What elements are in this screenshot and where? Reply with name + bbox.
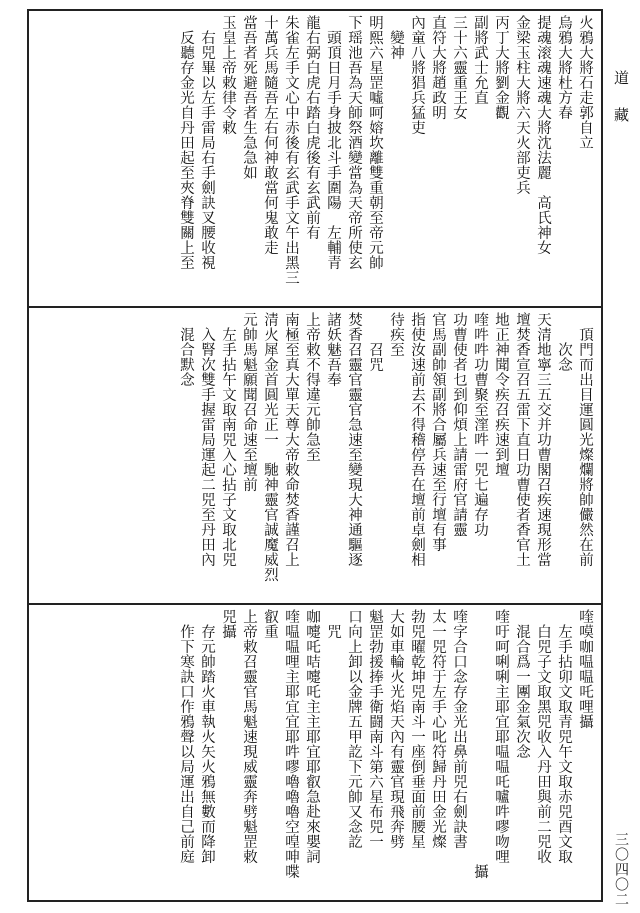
text-column: 當吾者死避吾者生急急如: [241, 15, 257, 180]
book-title: 道藏: [612, 70, 630, 144]
text-column: 咒: [325, 609, 341, 639]
text-column: 右兕畢以左手雷局右手劍訣叉腰收視: [199, 15, 215, 270]
text-band-middle: [29, 308, 601, 605]
text-column: 待疾至: [388, 312, 404, 357]
text-column: 反聽存金光自丹田起至夾脊雙關上至: [178, 15, 194, 270]
text-column: 地正神聞令疾召疾速到壇: [493, 312, 509, 477]
text-column: 混合爲一團金氣次念: [514, 609, 530, 759]
text-column: 左手拈卯文取青兕午文取赤兕酉文取: [556, 609, 572, 864]
text-column: 天清地寧三五交并功曹閣召疾速現形當: [535, 312, 551, 567]
text-column: 兕攝: [220, 609, 236, 639]
column-group: [35, 312, 595, 599]
text-column: 叡重: [262, 609, 278, 639]
text-band-bottom: [29, 605, 601, 900]
text-column: 朱雀左手文心中赤後有玄武手文午出黑三: [283, 15, 299, 285]
text-column: 直符大將趙政明: [430, 15, 446, 120]
text-column: 次念: [556, 312, 572, 372]
text-column: 變神: [388, 15, 404, 60]
text-column: 魁罡勃援捧手衛闘南斗第六星布兕一: [367, 609, 383, 849]
text-column: 白兕子文取黑兕收入丹田與前二兕收: [535, 609, 551, 864]
text-column: 攝: [472, 609, 488, 879]
text-column: 喹吽吽功曹聚至漥吽一兕七遍存功: [472, 312, 488, 537]
text-column: 入腎次雙手握雷局運起二兕至丹田內: [199, 312, 215, 567]
column-group: [35, 609, 595, 896]
text-column: 上帝敕召靈官馬魁速現威靈奔劈魁罡敕: [241, 609, 257, 864]
text-column: 咖嚏吒咭嚏吒主主耶宜耶叡急赴來嬰詞: [304, 609, 320, 864]
text-column: 作下寒訣口作鴉聲以局運出自己前庭: [178, 609, 194, 864]
text-column: 提魂滚魂速魂大將沈法麗 高氏神女: [535, 15, 551, 255]
text-column: 下瑶池吾為天師祭酒變當為天帝所使玄: [346, 15, 362, 270]
text-column: 副將武士允直: [472, 15, 488, 105]
text-column: 內童八將猖兵猛吏: [409, 15, 425, 135]
text-column: 南極至真大單天尊大帝敕命焚香謹召上: [283, 312, 299, 567]
text-column: 喹吁呵唎唎主耶宜耶嗢嗢吒嚧吽嘐吻哩: [493, 609, 509, 864]
text-column: 召咒: [367, 312, 383, 372]
text-column: 指使汝速前去不得稽停吾在壇前卓劍相: [409, 312, 425, 567]
text-column: 元帥馬魁願聞召命速至壇前: [241, 312, 257, 492]
text-column: 勃兕曜乾坤兕南斗一座倒垂面前腰星: [409, 609, 425, 849]
text-column: 功曹使者乜到仰煩上請雷府官請靈: [451, 312, 467, 537]
text-column: 丙丁大將劉金觀: [493, 15, 509, 120]
text-column: 龍右弼白虎右踏白虎後有玄武前有: [304, 15, 320, 240]
text-column: 口向上卸以金牌五甲訖下元帥又念訖: [346, 609, 362, 849]
text-column: 上帝敕不得違元帥急至: [304, 312, 320, 462]
text-column: 十萬兵馬隨吾左右何神敢當何鬼敢走: [262, 15, 278, 255]
text-column: 三十六靈重王女: [451, 15, 467, 120]
text-column: 存元帥踏火車執火矢火鴉無數而降卸: [199, 609, 215, 864]
text-column: 頂門而出目運圓光燦爛將帥儼然在前: [577, 312, 593, 567]
text-column: 喹嗢嗢哩主耶宜宜耶吽嘐嚕嚕嚕空喤呻喋: [283, 609, 299, 879]
text-column: 喹嗼咖嗢嗢吒哩攝: [577, 609, 593, 729]
text-column: 喹字合口念存金光出鼻前兕右劍訣書: [451, 609, 467, 849]
column-group: [35, 15, 595, 302]
text-column: 太一兕符于左手心叱符歸丹田金光燦: [430, 609, 446, 849]
text-column: 烏鴉大將杜方春: [556, 15, 572, 120]
text-column: 諸妖魅吾奉: [325, 312, 341, 387]
text-column: 混合默念: [178, 312, 194, 387]
text-column: 大如車輪火光焰天內有靈官現飛奔劈: [388, 609, 404, 849]
text-band-top: [29, 11, 601, 308]
text-column: 官馬副帥領副將合屬兵速至行壇有事: [430, 312, 446, 552]
text-column: 焚香召靈官靈官急速至變現大神通驅逐: [346, 312, 362, 567]
page-frame: [27, 9, 603, 902]
text-column: 頭頂日月手身披北斗手圍陽 左輔青: [325, 15, 341, 270]
text-column: 火鴉大將石走郭自立: [577, 15, 593, 150]
text-column: 明熙六星罡噓呵嫆坎離雙重朝至帝元帥: [367, 15, 383, 270]
text-column: 清火犀金首圓光正一 馳神靈官誠魔威烈: [262, 312, 278, 582]
page-number: 三〇四〇二: [613, 832, 629, 907]
text-column: 金梁玉柱大將六天火部吏兵: [514, 15, 530, 195]
text-column: 壇焚香宣召五雷下直日功曹使者香官土: [514, 312, 530, 567]
text-column: 玉皇上帝敕律令敕: [220, 15, 236, 135]
text-column: 左手拈午文取南兕入心拈子文取北兕: [220, 312, 236, 567]
